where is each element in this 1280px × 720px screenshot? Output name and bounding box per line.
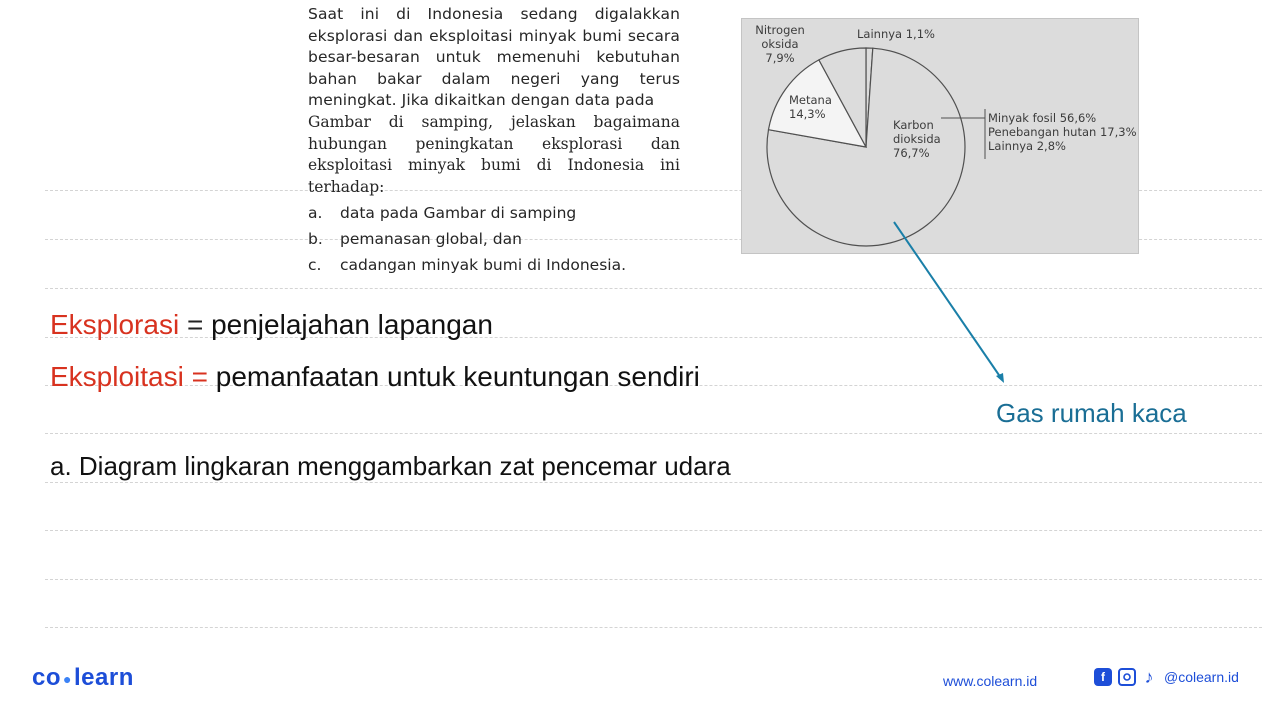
- ruled-line: [45, 627, 1262, 628]
- item-text: pemanasan global, dan: [340, 229, 522, 248]
- gas-rumah-kaca-note: Gas rumah kaca: [996, 398, 1187, 428]
- problem-items: [308, 200, 680, 278]
- item-letter: c.: [308, 255, 322, 274]
- social-handle[interactable]: @colearn.id: [1164, 669, 1239, 685]
- problem-item-b: [308, 226, 680, 252]
- item-text: cadangan minyak bumi di Indonesia.: [340, 255, 627, 274]
- breakdown-label: [988, 111, 1137, 153]
- eksplorasi-equals: =: [179, 309, 212, 340]
- karbon-label-line: 76,7%: [893, 146, 930, 160]
- karbon-label-line: Karbon: [893, 118, 934, 132]
- ruled-line: [45, 482, 1262, 483]
- metana-label-line: 14,3%: [789, 107, 826, 121]
- facebook-icon[interactable]: f: [1094, 668, 1112, 686]
- problem-item-a: [308, 200, 680, 226]
- metana-label: [789, 93, 832, 121]
- ruled-line: [45, 433, 1262, 434]
- eksploitasi-equals: =: [183, 361, 216, 392]
- problem-question: Gambar di samping, jelaskan bagaimana hubungan peningkatan eksplorasi dan eksploitasi minyak bumi di Indonesia ini terhadap:: [308, 112, 680, 196]
- logo-right: learn: [73, 664, 134, 691]
- problem-item-c: [308, 252, 680, 278]
- eksplorasi-definition: penjelajahan lapangan: [211, 309, 493, 340]
- colearn-logo: [32, 664, 134, 692]
- instagram-icon[interactable]: [1118, 668, 1136, 686]
- nitrogen-label-line: oksida: [761, 37, 799, 51]
- lainnya-label: Lainnya 1,1%: [857, 27, 935, 41]
- website-link[interactable]: www.colearn.id: [943, 673, 1038, 689]
- karbon-label: [893, 118, 941, 160]
- ruled-line: [45, 530, 1262, 531]
- nitrogen-label: [752, 23, 808, 65]
- pie-chart-figure: [741, 18, 1139, 254]
- problem-intro: Saat ini di Indonesia sedang digalakkan eksplorasi dan eksploitasi minyak bumi secara besar-besaran untuk memenuhi kebutuhan bahan bakar dalam negeri yang terus meningkat. Jika dikaitkan dengan data pada: [308, 5, 680, 110]
- social-links: [1094, 668, 1239, 686]
- logo-left: co: [32, 664, 62, 691]
- breakdown-line: Minyak fosil 56,6%: [988, 111, 1097, 125]
- answer-a: a. Diagram lingkaran menggambarkan zat pencemar udara: [50, 451, 731, 481]
- tiktok-icon[interactable]: ♪: [1144, 666, 1154, 687]
- arrow-head: [996, 373, 1004, 383]
- breakdown-line: Lainnya 2,8%: [988, 139, 1066, 153]
- karbon-label-line: dioksida: [893, 132, 941, 146]
- metana-label-line: Metana: [789, 93, 832, 107]
- ruled-line: [45, 288, 1262, 289]
- note-eksploitasi: [50, 361, 700, 393]
- breakdown-line: Penebangan hutan 17,3%: [988, 125, 1137, 139]
- ruled-line: [45, 579, 1262, 580]
- problem-statement: [308, 4, 680, 278]
- logo-dot: ●: [63, 670, 72, 687]
- item-letter: a.: [308, 203, 323, 222]
- eksploitasi-term: Eksploitasi: [50, 361, 184, 392]
- eksploitasi-definition: pemanfaatan untuk keuntungan sendiri: [215, 361, 700, 392]
- note-eksplorasi: [50, 309, 493, 341]
- item-letter: b.: [308, 229, 323, 248]
- nitrogen-label-line: 7,9%: [765, 51, 795, 65]
- nitrogen-label-line: Nitrogen: [755, 23, 805, 37]
- item-text: data pada Gambar di samping: [340, 203, 577, 222]
- eksplorasi-term: Eksplorasi: [50, 309, 180, 340]
